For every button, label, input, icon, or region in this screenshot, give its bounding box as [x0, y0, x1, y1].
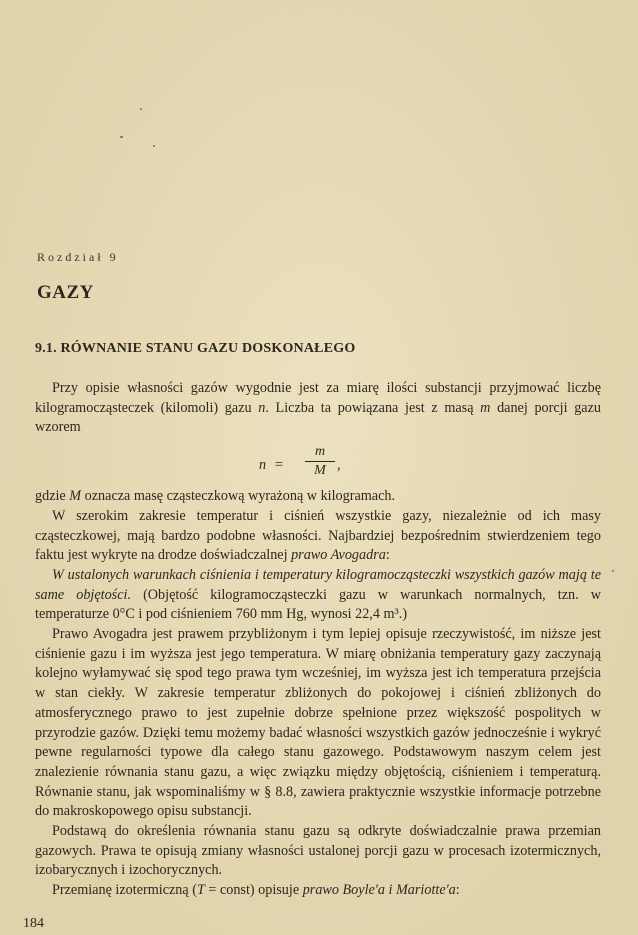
chapter-title: GAZY — [37, 282, 94, 303]
paragraph: Przy opisie własności gazów wygodnie jest za miarę ilości substancji przyjmować liczbę kilogramocząsteczek (kilomoli) gazu n. Liczba ta powiązana jest z masą m danej porcji gazu wzorem — [35, 380, 601, 436]
paragraph: Przemianę izotermiczną (T = const) opisuje prawo Boyle'a i Mariotte'a: — [52, 882, 460, 899]
paragraph-avogadro-law: W ustalonych warunkach ciśnienia i temperatury kilogramocząsteczki wszystkich gazów mają te same objętości. (Objętość kilogramocząsteczki gazu w warunkach normalnych, tzn. w temperaturze 0°C i pod ciśnieniem 760 mm Hg, wynosi 22,4 m³.) — [35, 566, 601, 623]
paragraph: Prawo Avogadra jest prawem przybliżonym i tym lepiej opisuje rzeczywistość, im niższe jest ciśnienie gazu i im wyższa jest jego temperatura. W miarę obniżania temperatury gazy zaczynają kolejno wyłamywać się spod tego prawa tym wcześniej, im wyższa jest ich temperatura przejścia w stan ciekły. W zakresie temperatur zbliżonych do pokojowej i ciśnień zbliżonych do atmosferycznego prawo to jest zupełnie dobrze spełnione przez większość pospolitych w przyrodzie gazów. Dzięki temu możemy badać własności wszystkich gazów jednocześnie i wykryć pewne regularności typowe dla całego stanu gazowego. Podstawowym naszym celem jest znalezienie równania stanu gazu, a więc związku między objętością, ciśnieniem i temperaturą. Równanie stanu, jak wspominaliśmy w § 8.8, zawiera praktycznie wszystkie informacje potrzebne do makroskopowego opisu substancji. — [35, 626, 601, 820]
paper-speck — [612, 570, 614, 572]
formula-fraction — [305, 444, 335, 479]
chapter-label: Rozdział 9 — [37, 250, 119, 264]
formula-denominator: M — [314, 463, 326, 479]
formula-lhs: n — [259, 457, 267, 474]
paper-speck — [153, 145, 155, 147]
section-title: 9.1. RÓWNANIE STANU GAZU DOSKONAŁEGO — [35, 341, 356, 356]
paper-speck — [140, 108, 142, 110]
formula-equals: = — [275, 457, 284, 474]
formula-n-equals-m-over-M — [35, 444, 601, 482]
paper-speck — [120, 136, 123, 138]
fraction-bar — [305, 461, 335, 462]
paragraph: gdzie M oznacza masę cząsteczkową wyrażoną w kilogramach. — [35, 488, 396, 505]
paragraph: Podstawą do określenia równania stanu gazu są odkryte doświadczalnie prawa przemian gazowych. Prawa te opisują zmiany własności ustalonej porcji gazu w procesach izotermicznych, izobarycznych i izochorycznych. — [35, 823, 601, 879]
formula-numerator: m — [314, 444, 326, 460]
body-text — [35, 379, 601, 901]
page-number: 184 — [23, 916, 44, 931]
paragraph: W szerokim zakresie temperatur i ciśnień wszystkie gazy, niezależnie od ich masy cząsteczkowej, mają bardzo podobne własności. Najbardziej bezpośrednim stwierdzeniem tego faktu jest wykryte na drodze doświadczalnej prawo Avogadra: — [35, 507, 601, 564]
formula-comma: , — [337, 457, 341, 474]
